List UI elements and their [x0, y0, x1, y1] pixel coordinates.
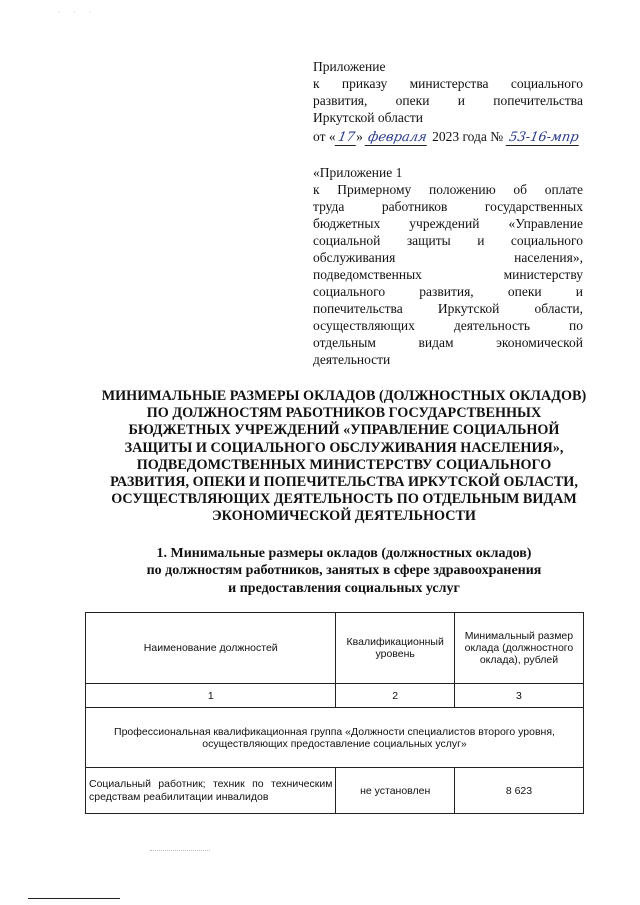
header-position-name: Наименование должностей [86, 613, 336, 684]
date-prefix: от « [313, 129, 336, 144]
appendix-title: Приложение [313, 59, 386, 74]
date-year: 2023 года № [432, 129, 504, 144]
title-line: ПО ДОЛЖНОСТЯМ РАБОТНИКОВ ГОСУДАРСТВЕННЫХ [146, 405, 542, 422]
table-column-numbers-row [86, 684, 584, 708]
header-min-salary: Минимальный размер оклада (должностного оклада), рублей [454, 613, 583, 684]
title-line: ЗАЩИТЫ И СОЦИАЛЬНОГО ОБСЛУЖИВАНИЯ НАСЕЛЕНИЯ», [124, 439, 564, 456]
section-heading-line: и предоставления социальных услуг [228, 580, 460, 596]
appendix-line-3: Иркутской области [313, 110, 424, 125]
title-line: ОСУЩЕСТВЛЯЮЩИХ ДЕЯТЕЛЬНОСТЬ ПО ОТДЕЛЬНЫМ ВИДАМ [111, 491, 577, 508]
position-name-cell: Социальный работник; техник по техническим средствам реабилитации инвалидов [86, 768, 336, 814]
salary-table [85, 612, 584, 814]
footnote-separator [28, 898, 120, 899]
title-line: МИНИМАЛЬНЫЕ РАЗМЕРЫ ОКЛАДОВ (ДОЛЖНОСТНЫХ ОКЛАДОВ) [101, 388, 587, 404]
section-1-heading [110, 545, 578, 597]
appendix-1-line: к Примерному положению об оплате [313, 182, 583, 197]
title-line: ПОДВЕДОМСТВЕННЫХ МИНИСТЕРСТВУ СОЦИАЛЬНОГО [136, 456, 552, 473]
section-heading-line: 1. Минимальные размеры окладов (должностных окладов) [156, 546, 532, 561]
col-number-1: 1 [86, 684, 336, 708]
table-group-row [86, 708, 584, 768]
table-header-row [86, 613, 584, 684]
order-appendix-header [313, 58, 583, 146]
qualification-level-cell: не установлен [336, 768, 454, 814]
appendix-1-line: осуществляющих деятельность по [313, 318, 583, 333]
col-number-2: 2 [336, 684, 454, 708]
appendix-1-title: «Приложение 1 [313, 165, 403, 180]
header-qualification-level: Квалификационный уровень [336, 613, 454, 684]
appendix-1-line: попечительства Иркутской области, [313, 301, 583, 316]
handwritten-day: 17 [334, 131, 357, 146]
title-line: БЮДЖЕТНЫХ УЧРЕЖДЕНИЙ «УПРАВЛЕНИЕ СОЦИАЛЬНОЙ [128, 422, 560, 439]
title-line: РАЗВИТИЯ, ОПЕКИ И ПОПЕЧИТЕЛЬСТВА ИРКУТСКОЙ ОБЛАСТИ, [110, 474, 578, 491]
col-number-3: 3 [454, 684, 583, 708]
appendix-1-line: социального развития, опеки и [313, 284, 583, 299]
title-line: ЭКОНОМИЧЕСКОЙ ДЕЯТЕЛЬНОСТИ [212, 508, 476, 525]
appendix-1-line: отдельным видам экономической [313, 335, 583, 350]
appendix-1-line: подведомственных министерству [313, 267, 583, 282]
handwritten-order-number: 53-16-мпр [505, 131, 581, 146]
appendix-1-line: социальной защиты и социального [313, 233, 583, 248]
handwritten-month: февраля [365, 131, 430, 146]
appendix-1-line: труда работников государственных [313, 199, 583, 214]
professional-group-label: Профессиональная квалификационная группа «Должности специалистов второго уровня, осуществляющих предоставление социальных услуг» [86, 708, 584, 768]
appendix-1-line: деятельности [313, 352, 391, 367]
appendix-line-2: развития, опеки и попечительства [313, 93, 583, 108]
scan-artifact-dots: · · · [58, 10, 97, 16]
appendix-1-line: обслуживания населения», [313, 250, 583, 265]
order-date-line [313, 128, 583, 146]
appendix-1-block [313, 164, 583, 368]
min-salary-cell: 8 623 [454, 768, 583, 814]
document-main-title [70, 388, 618, 526]
date-mid: » [356, 129, 363, 144]
appendix-1-line: бюджетных учреждений «Управление [313, 216, 583, 231]
section-heading-line: по должностям работников, занятых в сфере здравоохранения [146, 563, 542, 579]
table-row [86, 768, 584, 814]
appendix-line-1: к приказу министерства социального [313, 76, 583, 91]
scan-artifact-line [150, 850, 210, 851]
